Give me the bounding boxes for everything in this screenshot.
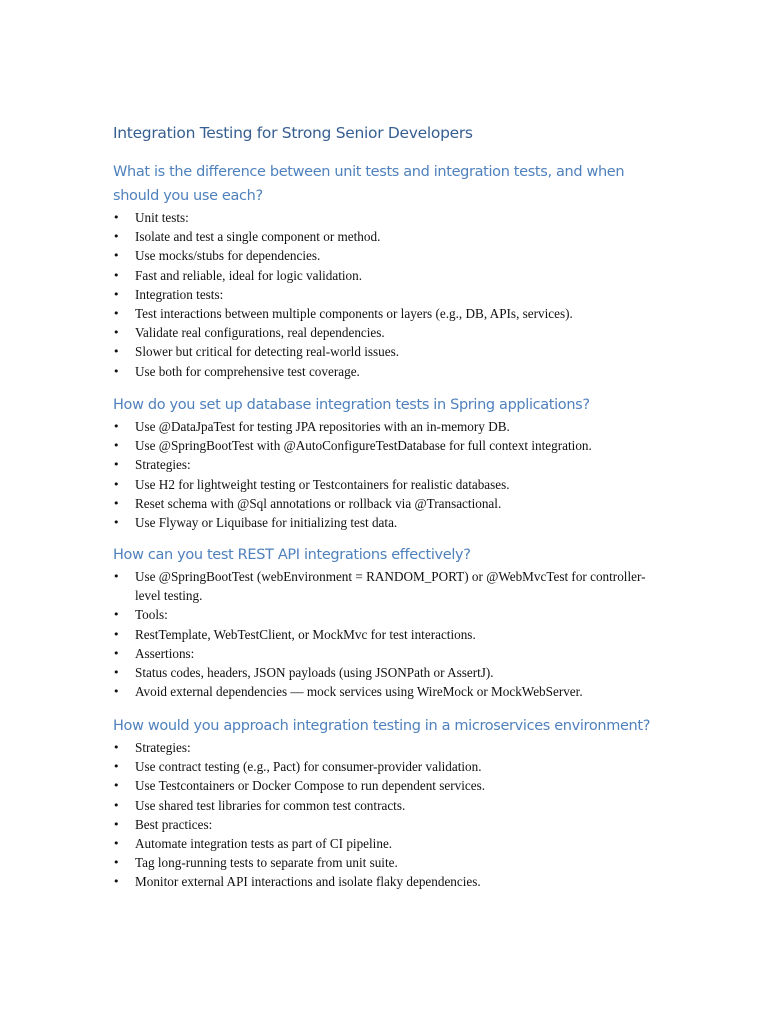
document-title: Integration Testing for Strong Senior Developers: [113, 124, 473, 142]
list-item: • Reset schema with @Sql annotations or rollback via @Transactional.: [113, 494, 658, 513]
list-item: • Assertions:: [113, 644, 658, 663]
list-item: • Use H2 for lightweight testing or Testcontainers for realistic databases.: [113, 475, 658, 494]
bullet-icon: •: [113, 287, 120, 301]
list-item: • Test interactions between multiple components or layers (e.g., DB, APIs, services).: [113, 304, 658, 323]
section-heading: How do you set up database integration tests in Spring applications?: [113, 397, 590, 413]
list-item: • Isolate and test a single component or method.: [113, 227, 658, 246]
list-item: • Automate integration tests as part of CI pipeline.: [113, 834, 658, 853]
bullet-icon: •: [113, 516, 120, 530]
list-item: • Use both for comprehensive test coverage.: [113, 362, 658, 381]
list-item: • RestTemplate, WebTestClient, or MockMvc for test interactions.: [113, 625, 658, 644]
bullet-icon: •: [113, 345, 120, 359]
list-item: • Use @DataJpaTest for testing JPA repositories with an in-memory DB.: [113, 417, 658, 436]
list-item: • Unit tests:: [113, 208, 658, 227]
bullet-icon: •: [113, 307, 120, 321]
list-item: • Use Flyway or Liquibase for initializing test data.: [113, 513, 658, 532]
bullet-icon: •: [113, 627, 120, 641]
list-item: • Best practices:: [113, 815, 658, 834]
bullet-list: [113, 738, 658, 892]
section-heading: What is the difference between unit tests and integration tests, and when should you use each?: [113, 164, 625, 204]
bullet-list: [113, 567, 658, 701]
bullet-list: [113, 417, 658, 532]
list-item: • Strategies:: [113, 738, 658, 757]
list-item: • Use Testcontainers or Docker Compose to run dependent services.: [113, 776, 658, 795]
bullet-icon: •: [113, 420, 120, 433]
list-item: • Use @SpringBootTest (webEnvironment = RANDOM_PORT) or @WebMvcTest for controller-level testing.: [113, 569, 646, 604]
bullet-icon: •: [113, 249, 120, 263]
bullet-icon: •: [113, 608, 120, 622]
section-heading: How can you test REST API integrations effectively?: [113, 547, 471, 563]
bullet-list: [113, 208, 658, 381]
bullet-icon: •: [113, 779, 120, 793]
list-item: • Validate real configurations, real dependencies.: [113, 323, 658, 342]
bullet-icon: •: [113, 458, 120, 472]
bullet-icon: •: [113, 496, 120, 510]
section-rest-api-tests: [113, 543, 658, 701]
list-item: • Fast and reliable, ideal for logic validation.: [113, 266, 658, 285]
list-item: • Use contract testing (e.g., Pact) for consumer-provider validation.: [113, 757, 658, 776]
bullet-icon: •: [113, 326, 120, 340]
list-item: • Integration tests:: [113, 285, 658, 304]
list-item: • Use mocks/stubs for dependencies.: [113, 246, 658, 265]
list-item: • Tag long-running tests to separate from unit suite.: [113, 853, 658, 872]
bullet-icon: •: [113, 875, 120, 889]
bullet-icon: •: [113, 666, 120, 680]
bullet-icon: •: [113, 837, 120, 851]
bullet-icon: •: [113, 477, 120, 491]
list-item: • Tools:: [113, 605, 658, 624]
list-item: • Use @SpringBootTest with @AutoConfigureTestDatabase for full context integration.: [113, 436, 658, 455]
bullet-icon: •: [113, 570, 120, 583]
list-item: • Use shared test libraries for common test contracts.: [113, 796, 658, 815]
bullet-icon: •: [113, 439, 120, 453]
bullet-icon: •: [113, 798, 120, 812]
section-microservices-tests: [113, 714, 658, 892]
bullet-icon: •: [113, 268, 120, 282]
bullet-icon: •: [113, 760, 120, 774]
bullet-icon: •: [113, 741, 120, 754]
bullet-icon: •: [113, 817, 120, 831]
list-item: • Status codes, headers, JSON payloads (using JSONPath or AssertJ).: [113, 663, 658, 682]
section-database-tests: [113, 393, 658, 532]
list-item: • Monitor external API interactions and isolate flaky dependencies.: [113, 872, 658, 891]
bullet-icon: •: [113, 364, 120, 378]
bullet-icon: •: [113, 856, 120, 870]
list-item: • Avoid external dependencies — mock services using WireMock or MockWebServer.: [113, 682, 658, 701]
bullet-icon: •: [113, 685, 120, 699]
section-heading: How would you approach integration testing in a microservices environment?: [113, 718, 651, 734]
list-item: • Slower but critical for detecting real-world issues.: [113, 342, 658, 361]
bullet-icon: •: [113, 230, 120, 244]
list-item: • Strategies:: [113, 455, 658, 474]
bullet-icon: •: [113, 646, 120, 660]
bullet-icon: •: [113, 211, 120, 224]
section-unit-vs-integration: [113, 160, 658, 381]
